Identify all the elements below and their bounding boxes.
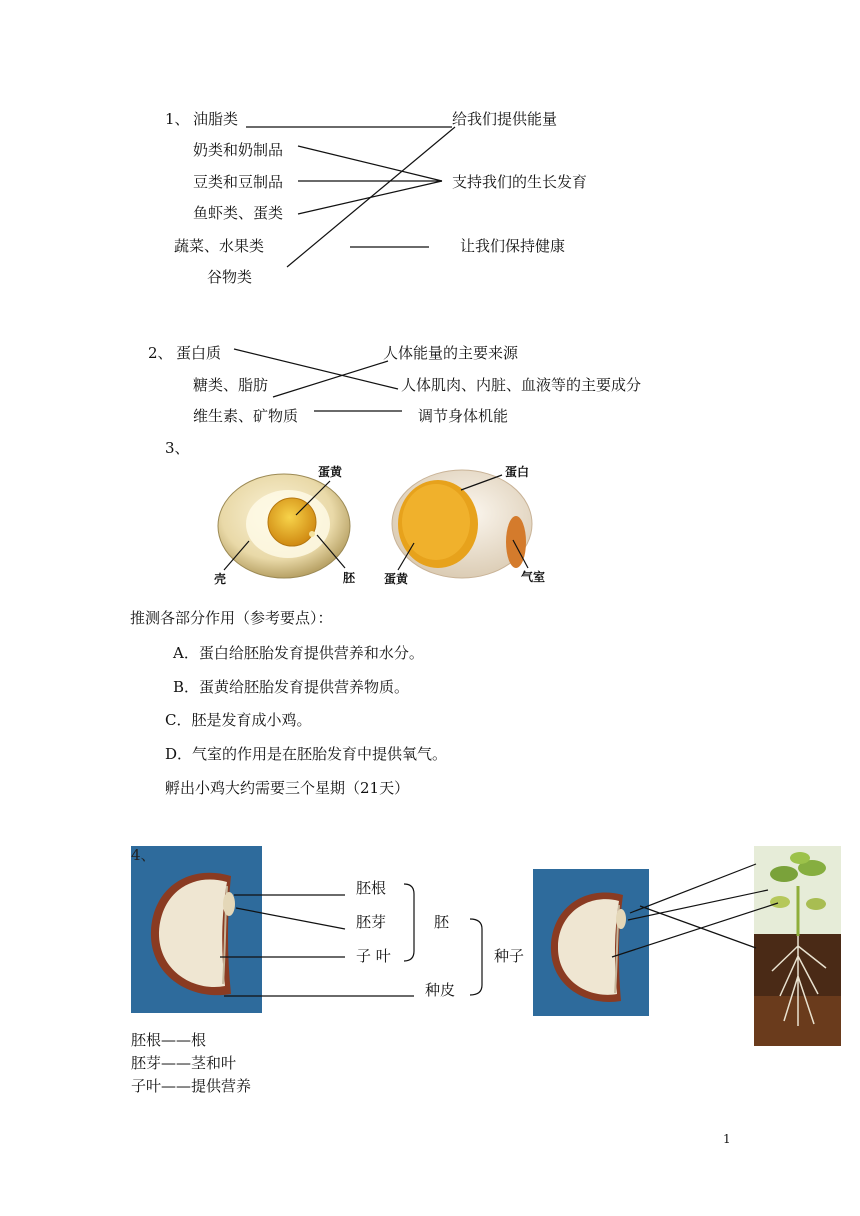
q2-left-3: 维生素、矿物质: [193, 407, 299, 425]
q1-line-fish-growth: [298, 181, 442, 214]
q4-note-3: 子叶——提供营养: [131, 1077, 252, 1095]
q1-line-milk-growth: [298, 146, 442, 181]
seed-to-root-line: [640, 906, 756, 948]
q2-line-sugar: [273, 361, 388, 397]
seed-coat-label: 种皮: [425, 981, 456, 999]
bean-seed-illustration-2: [533, 869, 649, 1016]
q2-right-1: 人体能量的主要来源: [383, 344, 519, 362]
q2-left-1: 蛋白质: [176, 344, 222, 362]
q1-left-2: 奶类和奶制品: [193, 141, 284, 159]
q3-item-b: B．蛋黄给胚胎发育提供营养物质。: [173, 678, 410, 696]
bean-seed-illustration-1: [131, 846, 262, 1013]
q1-right-3: 让我们保持健康: [460, 237, 566, 255]
q3-item-d: D．气室的作用是在胚胎发育中提供氧气。: [165, 745, 448, 763]
q1-right-1: 给我们提供能量: [452, 110, 558, 128]
q3-item-c: C．胚是发育成小鸡。: [165, 711, 312, 729]
egg2-white-label: 蛋白: [505, 465, 530, 479]
embryo-label: 胚: [434, 913, 450, 931]
egg2-air-cell-label: 气室: [521, 570, 546, 584]
q1-line-grain-energy: [287, 127, 455, 267]
q2-number: 2、: [148, 344, 173, 362]
egg1-yolk-label: 蛋黄: [318, 465, 343, 479]
seedling-photo: [754, 846, 841, 1046]
q1-right-2: 支持我们的生长发育: [452, 173, 588, 191]
q3-item-a: A．蛋白给胚胎发育提供营养和水分。: [173, 644, 424, 662]
egg1-shell-label: 壳: [214, 572, 227, 586]
embryo-bracket: [404, 884, 414, 961]
seedling-illustration: [754, 846, 841, 1046]
q1-left-5: 蔬菜、水果类: [174, 237, 265, 255]
egg2-yolk-label: 蛋黄: [384, 572, 409, 586]
q3-hatch: 孵出小鸡大约需要三个星期（21天）: [165, 779, 410, 797]
q2-right-2: 人体肌肉、内脏、血液等的主要成分: [401, 376, 642, 394]
bean-seed-photo-1: [131, 846, 262, 1013]
bean-seed-photo-2: [533, 869, 649, 1016]
seed-to-leaf-line-2: [628, 890, 768, 920]
q4-note-2: 胚芽——茎和叶: [131, 1054, 237, 1072]
q1-number: 1、: [165, 110, 190, 128]
q1-left-1: 油脂类: [193, 110, 239, 128]
q1-left-6: 谷物类: [207, 268, 253, 286]
seed-bracket: [470, 919, 482, 995]
q1-left-4: 鱼虾类、蛋类: [193, 204, 284, 222]
plumule-label: 胚芽: [356, 913, 387, 931]
cotyledon-label: 子 叶: [356, 947, 391, 965]
q3-intro: 推测各部分作用（参考要点）：: [130, 609, 333, 627]
q1-left-3: 豆类和豆制品: [193, 173, 284, 191]
q4-number: 4、: [131, 846, 156, 864]
q2-left-2: 糖类、脂肪: [193, 376, 269, 394]
q3-number: 3、: [165, 439, 190, 457]
q2-right-3: 调节身体机能: [418, 407, 509, 425]
egg1-embryo-label: 胚: [343, 571, 356, 585]
page-number: 1: [723, 1132, 731, 1146]
q4-note-1: 胚根——根: [131, 1031, 207, 1049]
seed-label: 种子: [494, 947, 525, 965]
radicle-label: 胚根: [356, 879, 387, 897]
